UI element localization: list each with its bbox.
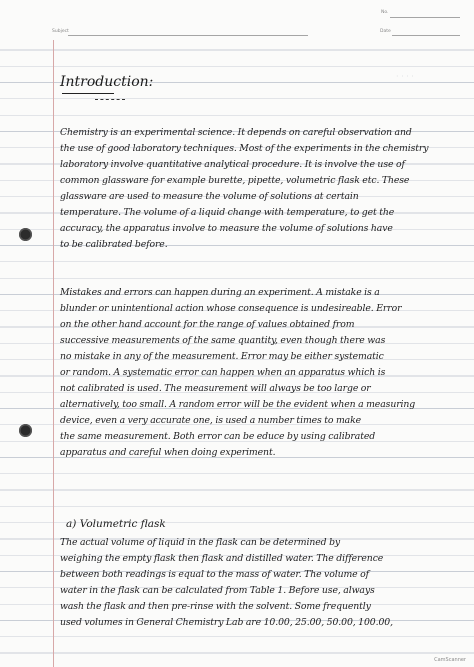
text-line: the use of good laboratory techniques. Most of the experiments in the chemistry bbox=[60, 143, 429, 154]
date-line bbox=[392, 35, 460, 36]
text-line: not calibrated is used. The measurement will always be too large or bbox=[60, 383, 371, 394]
subject-line bbox=[68, 35, 308, 36]
text-line: no mistake in any of the measurement. Error may be either systematic bbox=[60, 351, 384, 362]
text-line: accuracy, the apparatus involve to measure the volume of solutions have bbox=[60, 223, 393, 234]
title-underline bbox=[62, 93, 114, 94]
text-line: The actual volume of liquid in the flask can be determined by bbox=[60, 537, 341, 548]
text-line: water in the flask can be calculated from Table 1. Before use, always bbox=[60, 585, 375, 596]
text-line: temperature. The volume of a liquid change with temperature, to get the bbox=[60, 207, 395, 218]
text-line: the same measurement. Both error can be educe by using calibrated bbox=[60, 431, 376, 442]
text-line: used volumes in General Chemistry Lab are 10.00, 25.00, 50.00, 100.00, bbox=[60, 617, 393, 628]
text-line: to be calibrated before. bbox=[60, 239, 168, 250]
page-header bbox=[0, 0, 474, 40]
text-line: weighing the empty flask then flask and distilled water. The difference bbox=[60, 553, 384, 564]
text-line: Chemistry is an experimental science. It depends on careful observation and bbox=[60, 127, 412, 138]
no-label: No. bbox=[381, 10, 389, 15]
text-line: alternatively, too small. A random error will be the evident when a measuring bbox=[60, 399, 416, 410]
binder-hole-top bbox=[19, 228, 32, 241]
text-line: between both readings is equal to the mass of water. The volume of bbox=[60, 569, 369, 580]
text-line: apparatus and careful when doing experiment. bbox=[60, 447, 276, 458]
text-line: or random. A systematic error can happen when an apparatus which is bbox=[60, 367, 386, 378]
margin-line bbox=[53, 40, 54, 667]
text-line: common glassware for example burette, pipette, volumetric flask etc. These bbox=[60, 175, 410, 186]
binder-hole-bottom bbox=[19, 424, 32, 437]
no-line bbox=[390, 17, 460, 18]
text-line: blunder or unintentional action whose consequence is undesireable. Error bbox=[60, 303, 402, 314]
text-line: wash the flask and then pre-rinse with the solvent. Some frequently bbox=[60, 601, 371, 612]
date-label: Date bbox=[380, 29, 391, 34]
show-through-mark: · · · · bbox=[396, 72, 414, 81]
text-line: device, even a very accurate one, is used a number times to make bbox=[60, 415, 362, 426]
section-heading: a) Volumetric flask bbox=[66, 518, 166, 530]
text-line: on the other hand account for the range of values obtained from bbox=[60, 319, 355, 330]
scanner-watermark: CamScanner bbox=[434, 657, 466, 663]
text-line: successive measurements of the same quantity, even though there was bbox=[60, 335, 386, 346]
text-line: laboratory involve quantitative analytical procedure. It is involve the use of bbox=[60, 159, 405, 170]
page-title: Introduction: bbox=[60, 74, 154, 90]
subject-label: Subject bbox=[52, 29, 69, 34]
text-line: glassware are used to measure the volume of solutions at certain bbox=[60, 191, 359, 202]
text-line: Mistakes and errors can happen during an experiment. A mistake is a bbox=[60, 287, 380, 298]
title-dots bbox=[95, 99, 125, 100]
